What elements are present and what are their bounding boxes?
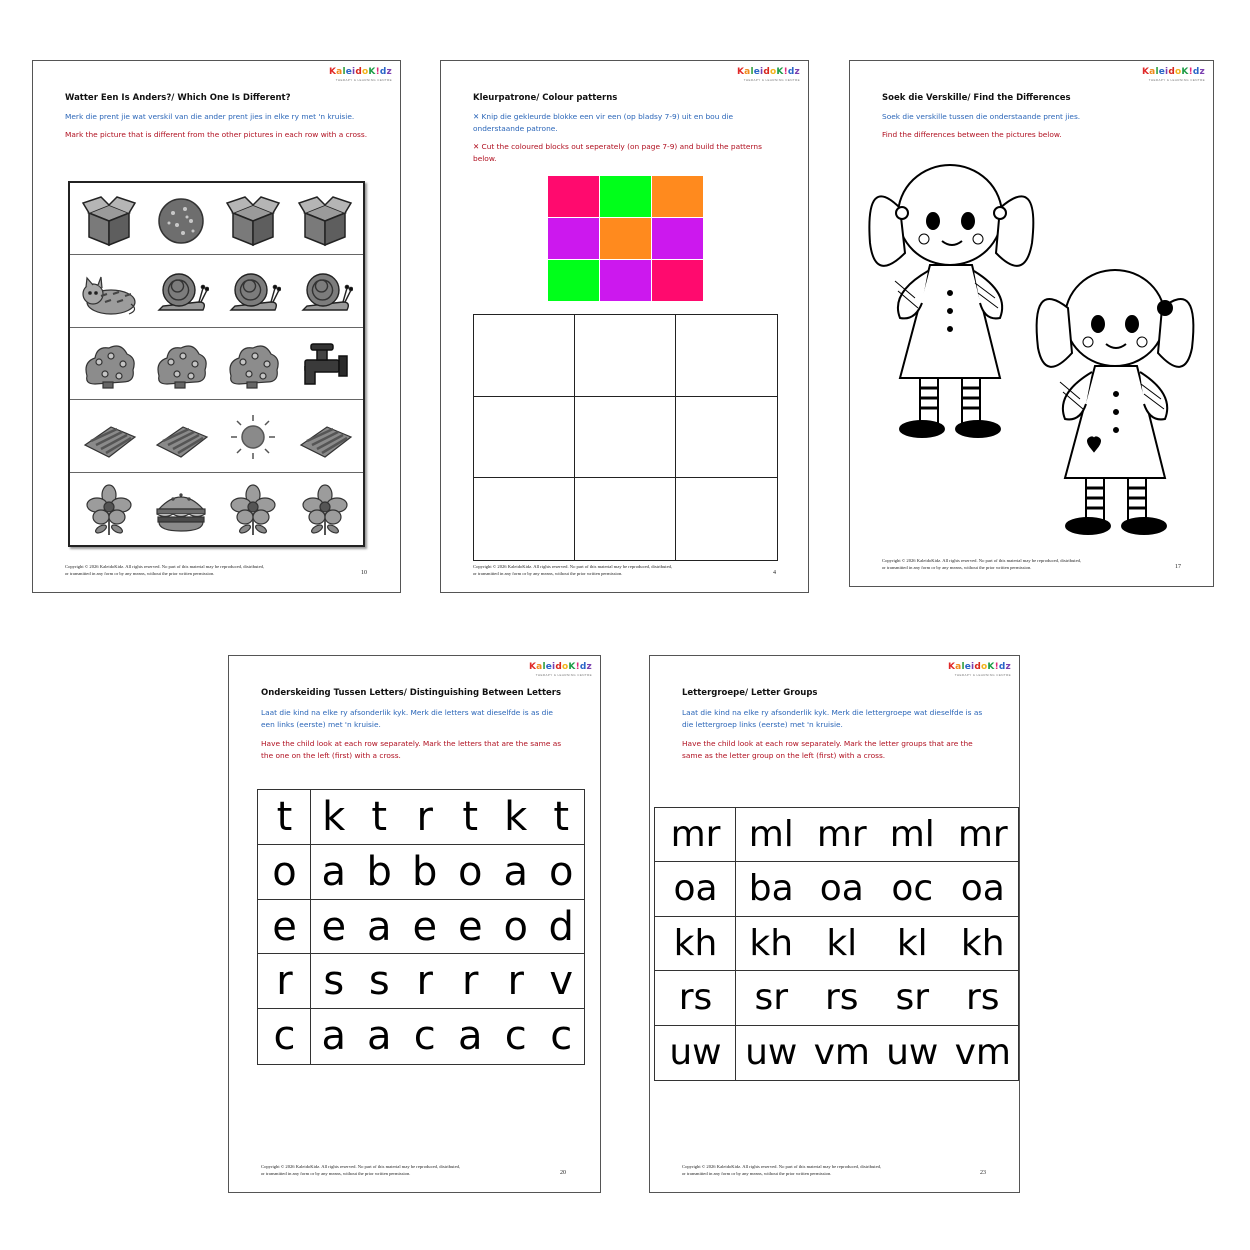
- choice-glyph[interactable]: uw: [745, 1031, 798, 1073]
- logo-letter: K: [947, 662, 956, 672]
- page-title: Kleurpatrone/ Colour patterns: [473, 93, 618, 103]
- snail-icon[interactable]: [290, 256, 360, 328]
- reference-glyph: r: [276, 958, 293, 1005]
- choice-glyph[interactable]: e: [321, 903, 347, 950]
- worksheet-page-which-one-is-different: [32, 60, 401, 593]
- choice-glyph[interactable]: uw: [886, 1031, 939, 1073]
- logo-letter: e: [345, 67, 353, 77]
- logo-letter: a: [336, 67, 343, 77]
- logo-letter: a: [955, 662, 962, 672]
- flower-icon[interactable]: [290, 473, 360, 545]
- kaleidokidz-logo: [1142, 67, 1205, 82]
- choice-glyph[interactable]: ml: [889, 814, 935, 855]
- logo-letter: !: [575, 662, 580, 672]
- choice-glyph[interactable]: kl: [826, 922, 858, 964]
- logo-letter: l: [750, 67, 754, 77]
- copyright-notice: [682, 1163, 881, 1177]
- logo-letter: a: [744, 67, 751, 77]
- logo-letter: d: [555, 662, 562, 672]
- choice-glyph[interactable]: t: [553, 794, 570, 840]
- logo-letter: K: [776, 67, 784, 77]
- empty-build-grid: [473, 314, 778, 561]
- logo-letter: z: [794, 67, 800, 77]
- logo-letter: K: [1141, 67, 1150, 77]
- reference-glyph: o: [272, 848, 297, 895]
- bush-icon[interactable]: [146, 328, 216, 400]
- logo-letter: e: [753, 67, 761, 77]
- logo-letter: K: [528, 662, 537, 672]
- logo-letter: K: [328, 67, 337, 77]
- snail-icon[interactable]: [218, 256, 288, 328]
- picture-row: [70, 256, 363, 328]
- logo-letter: z: [586, 662, 592, 672]
- choice-glyph[interactable]: k: [322, 794, 346, 840]
- logo-letter: !: [994, 662, 999, 672]
- copyright-notice: [261, 1163, 460, 1177]
- logo-letter: i: [552, 662, 556, 672]
- girl-right-figure: [1037, 270, 1194, 534]
- logo-letter: d: [1168, 67, 1175, 77]
- copyright-line: or transmitted in any form or by any means, without the prior written permission.: [882, 565, 1032, 570]
- choice-glyph[interactable]: a: [457, 1013, 483, 1060]
- logo-letter: !: [375, 67, 380, 77]
- choice-glyph[interactable]: a: [503, 848, 528, 895]
- choice-glyph[interactable]: ml: [748, 814, 794, 855]
- copyright-line: Copyright © 2026 KaleidoKidz. All rights reserved. No part of this material may be reproduced, distributed,: [261, 1164, 461, 1169]
- instruction-english: Find the differences between the pictures below.: [882, 130, 1062, 139]
- logo-letter: l: [961, 662, 965, 672]
- letter-groups-table: [654, 807, 1019, 1081]
- logo-letter: a: [1149, 67, 1156, 77]
- logo-letter: d: [1192, 67, 1200, 77]
- mat-icon[interactable]: [74, 401, 144, 473]
- page-title: Soek die Verskille/ Find the Differences: [882, 93, 1071, 103]
- reference-glyph: uw: [669, 1031, 722, 1073]
- copyright-line: or transmitted in any form or by any means, without the prior written permission.: [682, 1171, 832, 1176]
- choice-glyph[interactable]: o: [458, 848, 483, 895]
- choice-glyph[interactable]: s: [323, 958, 345, 1005]
- reference-glyph: mr: [670, 814, 721, 855]
- logo-letter: i: [971, 662, 975, 672]
- logo-letter: !: [783, 67, 788, 77]
- choice-glyph[interactable]: o: [549, 848, 574, 895]
- bush-icon[interactable]: [218, 328, 288, 400]
- instruction-afrikaans: Merk die prent jie wat verskil van die ander prent jies in elke ry met 'n kruisie.: [65, 112, 355, 121]
- colour-block: [652, 218, 703, 259]
- choice-glyph[interactable]: ba: [748, 868, 794, 910]
- choice-glyph[interactable]: d: [548, 903, 574, 950]
- logo-letter: z: [1199, 67, 1205, 77]
- colour-pattern: [548, 176, 704, 302]
- reference-glyph: t: [276, 794, 293, 840]
- logo-letter: d: [974, 662, 981, 672]
- instruction-afrikaans: Soek die verskille tussen die onderstaande prent jies.: [882, 112, 1081, 121]
- choice-glyph[interactable]: kh: [749, 922, 794, 964]
- logo-letter: e: [1158, 67, 1166, 77]
- page-number: 10: [361, 570, 367, 576]
- choice-glyph[interactable]: mr: [957, 814, 1008, 855]
- logo-wordmark: [948, 662, 1011, 672]
- kaleidokidz-logo: [529, 662, 592, 677]
- page-title: Lettergroepe/ Letter Groups: [682, 688, 818, 698]
- cat-icon[interactable]: [74, 256, 144, 328]
- instruction-english: ✕ Cut the coloured blocks out seperately (on page 7-9) and build the patterns below.: [473, 142, 762, 163]
- logo-letter: !: [1188, 67, 1193, 77]
- logo-letter: o: [1175, 67, 1182, 77]
- choice-glyph[interactable]: a: [366, 903, 392, 950]
- choice-glyph[interactable]: rs: [965, 977, 1000, 1019]
- logo-wordmark: [1142, 67, 1205, 77]
- instruction-english: Mark the picture that is different from the other pictures in each row with a cross.: [65, 130, 368, 139]
- choice-glyph[interactable]: c: [504, 1013, 527, 1060]
- choice-glyph[interactable]: kh: [960, 922, 1005, 964]
- logo-wordmark: [329, 67, 392, 77]
- colour-block: [548, 176, 599, 217]
- reference-glyph: c: [273, 1013, 296, 1060]
- colour-block: [600, 218, 651, 259]
- colour-block: [600, 260, 651, 301]
- burger-icon[interactable]: [146, 473, 216, 545]
- choice-glyph[interactable]: kl: [896, 922, 928, 964]
- picture-grid: [68, 181, 365, 547]
- choice-glyph[interactable]: rs: [824, 977, 859, 1019]
- logo-letter: d: [379, 67, 387, 77]
- logo-letter: o: [981, 662, 988, 672]
- flower-icon[interactable]: [74, 473, 144, 545]
- sun-icon[interactable]: [218, 401, 288, 473]
- letter-row: [258, 954, 584, 1009]
- letter-group-row: [655, 917, 1018, 971]
- choice-glyph[interactable]: r: [507, 958, 524, 1005]
- instruction-afrikaans: Laat die kind na elke ry afsonderlik kyk. Merk die letters wat dieselfde is as die een links (eerste) met 'n kruisie.: [261, 708, 553, 729]
- choice-glyph[interactable]: a: [321, 848, 346, 895]
- choice-glyph[interactable]: k: [504, 794, 528, 840]
- logo-letter: K: [736, 67, 745, 77]
- logo-subtitle: THERAPY & LEARNING CENTRE: [335, 78, 392, 82]
- logo-subtitle: THERAPY & LEARNING CENTRE: [954, 673, 1011, 677]
- logo-wordmark: [737, 67, 800, 77]
- tap-icon[interactable]: [290, 328, 360, 400]
- logo-letter: i: [760, 67, 764, 77]
- reference-glyph: kh: [673, 922, 718, 964]
- page-title: Onderskeiding Tussen Letters/ Distinguishing Between Letters: [261, 688, 562, 698]
- logo-letter: l: [1155, 67, 1159, 77]
- kaleidokidz-logo: [948, 662, 1011, 677]
- letter-group-row: [655, 808, 1018, 862]
- logo-letter: d: [579, 662, 587, 672]
- box-icon[interactable]: [290, 183, 360, 255]
- logo-letter: z: [1005, 662, 1011, 672]
- logo-letter: d: [763, 67, 770, 77]
- letter-group-row: [655, 1026, 1018, 1080]
- bush-icon[interactable]: [74, 328, 144, 400]
- choice-glyph[interactable]: vm: [813, 1031, 870, 1073]
- worksheet-page-colour-patterns: [440, 60, 809, 593]
- kaleidokidz-logo: [737, 67, 800, 82]
- reference-glyph: e: [272, 903, 297, 950]
- logo-letter: o: [362, 67, 369, 77]
- logo-letter: o: [562, 662, 569, 672]
- choice-glyph[interactable]: c: [413, 1013, 436, 1060]
- logo-letter: K: [568, 662, 576, 672]
- instruction-english: Have the child look at each row separately. Mark the letters that are the same as the one on the left (first) with a cross.: [261, 739, 562, 760]
- picture-row: [70, 473, 363, 545]
- logo-letter: d: [355, 67, 362, 77]
- logo-letter: l: [542, 662, 546, 672]
- reference-glyph: oa: [673, 868, 718, 910]
- logo-wordmark: [529, 662, 592, 672]
- choice-glyph[interactable]: e: [457, 903, 483, 950]
- empty-pattern-cell[interactable]: [474, 315, 575, 397]
- page-title: Watter Een Is Anders?/ Which One Is Different?: [65, 93, 291, 103]
- instruction-english: Have the child look at each row separately. Mark the letter groups that are the same as the letter group on the left (first) with a cross.: [682, 739, 973, 760]
- logo-subtitle: THERAPY & LEARNING CENTRE: [535, 673, 592, 677]
- choice-glyph[interactable]: b: [366, 848, 392, 895]
- choice-glyph[interactable]: a: [321, 1013, 346, 1060]
- box-icon[interactable]: [218, 183, 288, 255]
- empty-pattern-cell[interactable]: [575, 397, 676, 479]
- picture-row: [70, 328, 363, 400]
- letter-row: [258, 845, 584, 900]
- colour-block: [652, 260, 703, 301]
- logo-letter: e: [964, 662, 972, 672]
- empty-pattern-cell[interactable]: [474, 478, 575, 560]
- instruction-afrikaans: ✕ Knip die gekleurde blokke een vir een (op bladsy 7-9) uit en bou die onderstaande patrone.: [473, 112, 734, 133]
- colour-block: [652, 176, 703, 217]
- logo-letter: o: [770, 67, 777, 77]
- letter-row: [258, 900, 584, 955]
- logo-subtitle: THERAPY & LEARNING CENTRE: [1148, 78, 1205, 82]
- choice-glyph[interactable]: o: [503, 903, 528, 950]
- choice-glyph[interactable]: e: [412, 903, 438, 950]
- empty-pattern-cell[interactable]: [575, 478, 676, 560]
- choice-glyph[interactable]: r: [462, 958, 479, 1005]
- choice-glyph[interactable]: r: [416, 794, 433, 840]
- choice-glyph[interactable]: a: [366, 1013, 392, 1060]
- letter-row: [258, 1009, 584, 1064]
- choice-glyph[interactable]: t: [462, 794, 479, 840]
- copyright-notice: [882, 557, 1081, 571]
- copyright-line: Copyright © 2026 KaleidoKidz. All rights reserved. No part of this material may be reproduced, distributed,: [65, 564, 265, 569]
- page-number: 23: [980, 1170, 986, 1176]
- girl-left-figure: [869, 165, 1033, 437]
- choice-glyph[interactable]: r: [416, 958, 433, 1005]
- empty-pattern-cell[interactable]: [474, 397, 575, 479]
- copyright-line: or transmitted in any form or by any means, without the prior written permission.: [261, 1171, 411, 1176]
- choice-glyph[interactable]: oa: [819, 868, 864, 910]
- two-girls-illustration: [860, 153, 1205, 553]
- colour-block: [548, 260, 599, 301]
- logo-letter: K: [368, 67, 376, 77]
- letter-rows-table: [257, 789, 585, 1065]
- copyright-notice: [473, 563, 672, 577]
- empty-pattern-cell[interactable]: [676, 315, 777, 397]
- copyright-line: Copyright © 2026 KaleidoKidz. All rights reserved. No part of this material may be reproduced, distributed,: [473, 564, 673, 569]
- kaleidokidz-logo: [329, 67, 392, 82]
- page-number: 20: [560, 1170, 566, 1176]
- mat-icon[interactable]: [290, 401, 360, 473]
- logo-letter: z: [386, 67, 392, 77]
- choice-glyph[interactable]: v: [549, 958, 574, 1005]
- choice-glyph[interactable]: s: [368, 958, 390, 1005]
- snail-icon[interactable]: [146, 256, 216, 328]
- choice-glyph[interactable]: oc: [891, 868, 934, 910]
- colour-block: [548, 218, 599, 259]
- choice-glyph[interactable]: vm: [954, 1031, 1011, 1073]
- box-icon[interactable]: [74, 183, 144, 255]
- worksheet-page-letter-groups: [649, 655, 1020, 1193]
- logo-letter: a: [536, 662, 543, 672]
- page-number: 4: [773, 570, 776, 576]
- copyright-line: or transmitted in any form or by any means, without the prior written permission.: [65, 571, 215, 576]
- empty-pattern-cell[interactable]: [676, 478, 777, 560]
- choice-glyph[interactable]: oa: [960, 868, 1005, 910]
- mat-icon[interactable]: [146, 401, 216, 473]
- picture-row: [70, 401, 363, 473]
- reference-glyph: rs: [678, 977, 713, 1019]
- logo-letter: d: [998, 662, 1006, 672]
- logo-letter: l: [342, 67, 346, 77]
- copyright-line: or transmitted in any form or by any means, without the prior written permission.: [473, 571, 623, 576]
- logo-letter: i: [352, 67, 356, 77]
- choice-glyph[interactable]: sr: [895, 977, 930, 1019]
- logo-subtitle: THERAPY & LEARNING CENTRE: [743, 78, 800, 82]
- logo-letter: d: [787, 67, 795, 77]
- choice-glyph[interactable]: b: [412, 848, 438, 895]
- choice-glyph[interactable]: t: [371, 794, 388, 840]
- worksheet-page-find-the-differences: [849, 60, 1214, 587]
- worksheet-page-distinguishing-letters: [228, 655, 601, 1193]
- picture-row: [70, 183, 363, 255]
- empty-pattern-cell[interactable]: [575, 315, 676, 397]
- choice-glyph[interactable]: mr: [816, 814, 867, 855]
- logo-letter: e: [545, 662, 553, 672]
- choice-glyph[interactable]: sr: [754, 977, 789, 1019]
- colour-block: [600, 176, 651, 217]
- flower-icon[interactable]: [218, 473, 288, 545]
- logo-letter: K: [1181, 67, 1189, 77]
- page-number: 17: [1175, 564, 1181, 570]
- empty-pattern-cell[interactable]: [676, 397, 777, 479]
- copyright-line: Copyright © 2026 KaleidoKidz. All rights reserved. No part of this material may be reproduced, distributed,: [882, 558, 1082, 563]
- copyright-notice: [65, 563, 264, 577]
- copyright-line: Copyright © 2026 KaleidoKidz. All rights reserved. No part of this material may be reproduced, distributed,: [682, 1164, 882, 1169]
- letter-group-row: [655, 971, 1018, 1025]
- letter-row: [258, 790, 584, 845]
- cookie-icon[interactable]: [146, 183, 216, 255]
- letter-group-row: [655, 862, 1018, 916]
- logo-letter: i: [1165, 67, 1169, 77]
- choice-glyph[interactable]: c: [550, 1013, 573, 1060]
- instruction-afrikaans: Laat die kind na elke ry afsonderlik kyk. Merk die lettergroepe wat dieselfde is as die lettergroep links (eerste) met 'n kruisie.: [682, 708, 983, 729]
- logo-letter: K: [987, 662, 995, 672]
